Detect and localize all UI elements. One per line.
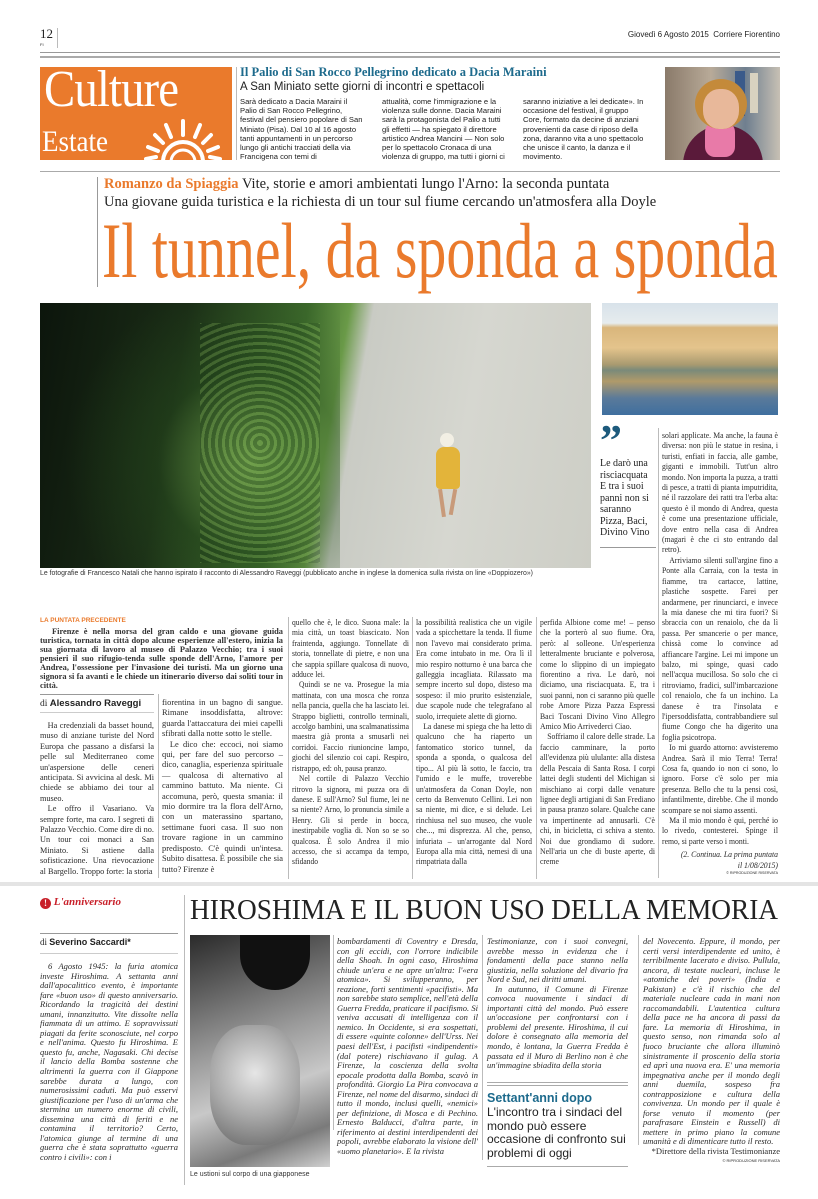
byline-rule [40,953,178,954]
column-divider [158,694,159,878]
paragraph: Le dico che: eccoci, noi siamo qui, per fare del suo percorso – dico, canaglia, esperienza spirituale — qualcosa di alternativo al cammino battuto. Ma niente. Ci accomuna, però, questa smania: il mio dormire tra la flora dell'Arno, con un materassino spartano, settimane fuori casa. Il suo non trovare ragione in un cammino predisposto. C'è quindi un'intesa. Subito disattesa. È possibile che sia tutto? Firenze è [162,738,283,874]
anniversary-label-text: L'anniversario [53,896,121,908]
sun-icon [138,107,228,160]
quote-icon: ” [600,416,622,465]
section-banner [40,67,232,160]
anniversary-col-4 [643,937,780,1164]
paragraph: In autunno, il Comune di Firenze convoca nuovamente i sindaci di importanti città del mondo. Può essere un'occasione per confrontarsi con i problemi del presente. Hiroshima, il cui dolore è consegnato alla memoria del mondo, è lontana, la Guerra Fredda è passata ed il Muro di Berlino non è che un'immagine sbiadita della storia [487,983,628,1071]
paragraph: Io mi guardo attorno: avvisteremo Andrea. Sarà il mio Terra! Terra! Cosa fa, quando io non ci sono, lo ignoro. Forse c'è solo per mia presenza. Bello che tu la pensi così, infantilmente, direbbe. Che il mondo scompare se noi siamo assenti. [662,742,778,815]
author-note: *Direttore della rivista Testimonianze [651,1146,780,1157]
page-number: 12 [40,26,53,41]
paragraph: Soffriamo il calore delle strade. La faccio camminare, la porto all'evidenza più ululante: alla distesa della Pescaia di Santa Rosa. I corpi lattei degli studenti del Michigan si mischiano ai corpi dalle venature lignee degli artigiani di San Frediano in pausa pranzo solare. Qualche cane va impertinente ad annusarli. C'è chi, in bicicletta, ci schiva a stento. Noi due grondiamo di sudore. Nell'aria un che di buste aperte, di creme [540,731,655,867]
byline-prefix: di [40,937,48,947]
anniversary-headline: HIROSHIMA E IL BUON USO DELLA MEMORIA [190,894,779,926]
previous-summary [40,627,283,690]
hiroshima-photo-caption: Le ustioni sul corpo di una giapponese [190,1171,310,1178]
highlight-text: L'incontro tra i sindaci del mondo può essere occasione di confronto sui problemi di oggi [487,1105,626,1160]
anniversary-byline [40,937,131,948]
column-divider [638,935,639,1145]
paragraph: Sarà dedicato a Dacia Maraini il Palio di San Rocco Pellegrino, festival del pensiero popolare di San Miniato (Pisa). Dal 10 al 16 agosto tanti appuntamenti in un percorso lungo gli antichi tracciati della via Francigena con temi di [240,97,363,162]
story-signoff: (2. Continua. La prima puntata il 1/08/2015) [680,849,778,870]
story-col-3 [292,617,409,867]
divider [57,28,58,48]
headline-bar [97,177,98,287]
anniversary-label [40,896,121,909]
paragraph: La danese mi spiega che ha letto di qualcuno che ha riaperto un fantomatico storico tunnel, da sponda a sponda, o qualcosa del tipo... Al più là sotto, le faccio, tra l'umido e le muffe, troverebbe un'atmosfera da Conan Doyle, non certo da Benvenuto Cellini. Lei non sa niente, mi dice, e si delude. Lei rinchiusa nel suo museo, che vuole che..., mi disprezza. Al che, penso, infuriata – un'arrogante dal Nord Europa alla mia città, nemesi di una rimpatriata dalla [416,721,532,867]
highlight-title: Settant'anni dopo [487,1091,593,1105]
byline [40,698,141,710]
paragraph: saranno iniziative a lei dedicate». In occasione del festival, il gruppo Core, formato da decine di anziani provenienti da case di riposo della zona, daranno vita a uno spettacolo che unisce il canto, la danza e il movimento. [523,97,644,162]
paragraph: del Novecento. Eppure, il mondo, per certi versi interdipendente ed unito, è terribilmente lacerato e diviso. Pullula, ancora, di testate nucleari, incluse le «atomiche dei poveri» (India e Pakistan) e c'è il rischio che del materiale nucleare cada in mani non raccomandabili. L'autentica cultura della pace ne ha ancora di passi da fare. La memoria di Hiroshima, in questo senso, non rimanda solo al fuoco bruciante che allora illuminò sinistramente il proscenio della storia ed aprì una nuova era. E' una memoria impegnativa anche per il mondo degli anni duemila, sospeso fra contrapposizione e cultura della convivenza. Un mondo per il quale è forse venuto il momento (per parafrasare Einstein e Russell) di mettere in primo piano la comune umanità e di dimenticare tutto il resto. [643,936,780,1147]
byline-rule [40,694,154,695]
column-divider [658,428,659,878]
paragraph: Arriviamo silenti sull'argine fino a Ponte alla Carraia, con la testa in fiamme, tra cartacce, lattine, plastiche sospette. Farei per andarmene, per rinunciarci, e invece la mia danese che mi tira fuori? Si sbraccia con un renaiolo, che da lì passa. Per smancerie o per mance, chissà come lo convince ad affiancare l'argine. Lei mi impone un balzo, mi spinge, quasi cado nell'acqua mucillosa. So solo che ci ritroviamo, fradici, sull'imbarcazione col renaiolo, che fa un inchino. La danese è tra l'insolata e l'ipersoddisfatta, contrabbandiere sul fiume Congo che ha digerito una foglia psicotropa. [662,554,778,742]
byline-prefix: di [40,699,48,709]
paragraph: Quindi se ne va. Prosegue la mia mattinata, con una mosca che ronza nella pancia, quella che ha lasciato lei. Strappo biglietti, controllo terminali, accolgo bambini, una scalmanatissima maestra già pronta a smusarli nei corridoi. Faccio riunioncine lampo, giochi del silenzio coi capi. Respiro, ristrappo, ed: oh, pausa pranzo. [292,679,409,773]
paragraph: attualità, come l'immigrazione e la violenza sulle donne. Dacia Maraini sarà la protagonista del Palio a tutti gli effetti — ha spiegato il direttore artistico Andrea Mancini — Non solo per lo spettacolo Cronaca di una violenza di gruppo, ma tutti i giorni ci [382,97,505,162]
story-kicker-line [104,176,609,193]
paragraph: Testimonianze, con i suoi convegni, avrebbe messo in evidenza che i fondamenti della pace stanno nella giustizia, nella soluzione del divario fra Nord e Sud, nei diritti umani. [487,936,628,985]
story-col-6 [662,430,778,876]
anniversary-col-3 [487,937,628,1071]
paragraph: solari applicate. Ma anche, la fauna è diversa: non più le statue in resina, i turisti, enfiati in faccia, alle gambe, giganti e immobili. Tutt'un altro mondo. Non importa la puzza, a tratti di pesce, a tratti di pianta imputridita, né il razzolare dei ratti tra l'erba alta: questo è il mondo di Andrea, questa è come una presentazione ufficiale, dove entro nella casa di Andrea (magari è che ci sto entrando dal retro). [662,430,778,555]
paragraph: bombardamenti di Coventry e Dresda, con gli eccidi, con l'orrore indicibile della Shoah. In ogni caso, Hiroshima chiude un'era e ne apre un'altra: l'«era atomica». Si svilupperanno, per reazione, forti sentimenti «pacifisti». Ma non sarebbe stato semplice, nell'età della Guerra Fredda, praticare il pacifismo. Si veniva accusati di intelligenza con il nemico. In Occidente, si era sospettati, di essere «quinte colonne» dell'Urss. Nei paesi dell'Est, i pacifisti «indipendenti» (dal potere) rischiavano il gulag. A Firenze, la coscienza della svolta epocale prodotta dalla Bomba, scavò in profondità. Giorgio La Pira convocava a Firenze, nel nome del disarmo, sindaci di tutto il mondo, inclusi quelli, «nemici» per definizione, di Mosca e di Pechino. Ernesto Balducci, d'altra parte, in riferimento ai destini interdipendenti dei popoli, avrebbe elaborato la visione dell' «uomo planetario». E la rivista [337,936,478,1157]
column-divider [333,935,334,1130]
alert-icon: ! [40,898,51,909]
story-col-2 [162,697,283,874]
paragraph: la possibilità realistica che un vigile vada a spicchettare la tenda. Il fiume non l'avevo mai considerato prima. Era come intubato in me. Ora lì il mio respiro notturno è una barca che galleggia incagliata. Rilassato ma sempre incerto sul dopo, disteso ma sospeso: il mio prurito esistenziale, due scapole nude che telegrafano al suolo, irrequiete alette di giorno. [416,617,532,721]
byline-author: Severino Saccardi* [49,937,131,947]
paragraph: Firenze è nella morsa del gran caldo e una giovane guida turistica, tornata in città dopo alcune esperienze all'estero, inizia la sua giornata di lavoro al museo di Palazzo Vecchio; tra i suoi pensieri il suo rifugio-tenda sulle sponde dell'Arno, l'amore per Andrea, l'ossessione per l'invasione dei turisti. Ma un giorno una signora si fa avanti e le chiede un itinerario diverso dai soliti tour in città. [40,627,283,690]
paragraph: Ha credenziali da basset hound, muso di anziane turiste del Nord Europa che passano a disfarsi la pelle sul Mediterraneo come un'aspersione delle ceneri anticipata. Si avvicina al desk. Mi chiede se abbiamo dei tour al museo. [40,720,154,803]
anniversary-col-1 [40,962,178,1162]
palio-subhead: A San Miniato sette giorni di incontri e spettacoli [240,81,485,93]
section-subtitle: Estate [42,125,108,158]
masthead-date [628,30,780,39]
copyright: © RIPRODUZIONE RISERVATA [722,1157,780,1163]
highlight-box [487,1082,628,1167]
column-divider [412,617,413,879]
story-headline: Il tunnel, da sponda a sponda [102,207,778,294]
woman-figure [440,433,454,447]
paragraph: Ma il mio mondo è qui, perché io lo rivedo, contesterei. Spinge il remo, si parte verso i monti. [662,815,778,846]
story-deck: Una giovane guida turistica e la richiesta di un tour sul fiume cercando un'atmosfera alla Doyle [104,194,657,210]
page-sub: FI [40,42,44,47]
story-col-4 [416,617,532,867]
story-col-5 [540,617,655,867]
byline-author: Alessandro Raveggi [49,698,142,709]
story-col-1 [40,720,154,876]
paragraph: fiorentina in un bagno di sangue. Rimane insoddisfatta, altrove: guarda l'attaccatura dei miei capelli sfibrati dalla notte sotto le stelle. [162,697,283,739]
section-rule [40,171,780,172]
copyright: © RIPRODUZIONE RISERVATA [726,870,778,876]
palio-col-2 [382,97,506,161]
paragraph: Nel cortile di Palazzo Vecchio ritrovo la signora, mi puzza ora di danese. E sull'Arno? Sul fiume, lei ne sa niente? Arno, lo pronuncia simile a Henry. Gli si perde in bocca, inestirpabile voglia di. Non so se so qualcosa. È solo Andrea il mio accesso, che si accampa da tempo, sfidando [292,773,409,867]
paragraph: 6 Agosto 1945: la furia atomica investe Hiroshima. A settanta anni dall'apocalittico evento, è importante fare «buon uso» di questo anniversario. Ricordando la tragicità dei destini umani, innanzitutto. Vite dissolte nella fiammata di un attimo. E sopravvissuti piagati da ferite sconosciute, nel corpo e nell'anima. Questo fu Hiroshima. E questo fu, anche, Nagasaki. Chi decise il lancio della Bomba sostenne che altrimenti la guerra con il Giappone sarebbe durata a lungo, con numerosissimi caduti. Ma può esservi giustificazione per l'uso di un'arma che stermina un numero enorme di civili, dissemina una città di feriti e ne contamina il territorio? Certo, l'atomica giunge al termine di una guerra che è stata soprattutto «guerra contro i civili»: con i [40,961,178,1162]
story-kicker: Romanzo da Spiaggia [104,176,239,192]
byline-rule [40,712,154,713]
photo-caption: Le fotografie di Francesco Natali che hanno ispirato il racconto di Alessandro Raveggi (pubblicato anche in inglese la domenica sulla rivista on line «Doppiozero») [40,570,533,577]
column-divider [536,617,537,879]
story-kicker-rest: Vite, storie e amori ambientati lungo l'Arno: la seconda puntata [241,176,610,192]
column-divider [184,895,185,1185]
palio-col-3 [523,97,649,161]
top-rule [40,52,780,58]
maraini-photo [665,67,780,160]
palio-col-1 [240,97,364,161]
column-divider [482,935,483,1160]
paragraph: perfida Albione come me! – penso che la porterò al suo fiume. Ora, però: al solleone. Un'esperienza letteralmente bruciante e polverosa, come lo slippino di un impiegato fiorentino a riva. Le darò, noi diciamo, una risciacquata. E, tra i suoi panni, non ci saranno più quelle robe Amore Pizza Pazza Espressi Baci Toscani Divino Vino Allegro Amico Mio Arrivederci Ciao. [540,617,655,732]
section-separator [0,882,818,886]
paper-name: Corriere Fiorentino [713,30,780,39]
pull-quote [600,416,656,548]
quote-text: Le darò una risciacquata E tra i suoi panni non si saranno Pizza, Baci, Divino Vino [600,458,650,538]
hiroshima-photo [190,935,330,1167]
section-title: Culture [44,67,179,118]
story-photo-arno [602,303,778,415]
anniversary-col-2 [337,937,478,1157]
story-photo-path [40,303,591,568]
date: Giovedì 6 Agosto 2015 [627,30,709,39]
byline-rule [40,933,178,934]
previous-label: LA PUNTATA PRECEDENTE [40,617,126,624]
divider [236,67,237,160]
paragraph: Le offro il Vasariano. Va sempre forte, ma caro. I segreti di Palazzo Vecchio. Come dire di no. Un tour coi monaci a San Miniato. Si astiene dalla sofisticazione. Una rievocazione al Bargello. Troppo forte: la storia [40,803,154,876]
palio-headline: Il Palio di San Rocco Pellegrino dedicato a Dacia Maraini [240,65,547,79]
column-divider [288,617,289,879]
paragraph: quello che è, le dico. Suona male: la mia città, un toast biascicato. Non fraintenda, aggiungo. Tonnellate di storia, tonnellate di pietre, e non una che sappia spillare qualcosa di nuovo, adduce lei. [292,617,409,680]
